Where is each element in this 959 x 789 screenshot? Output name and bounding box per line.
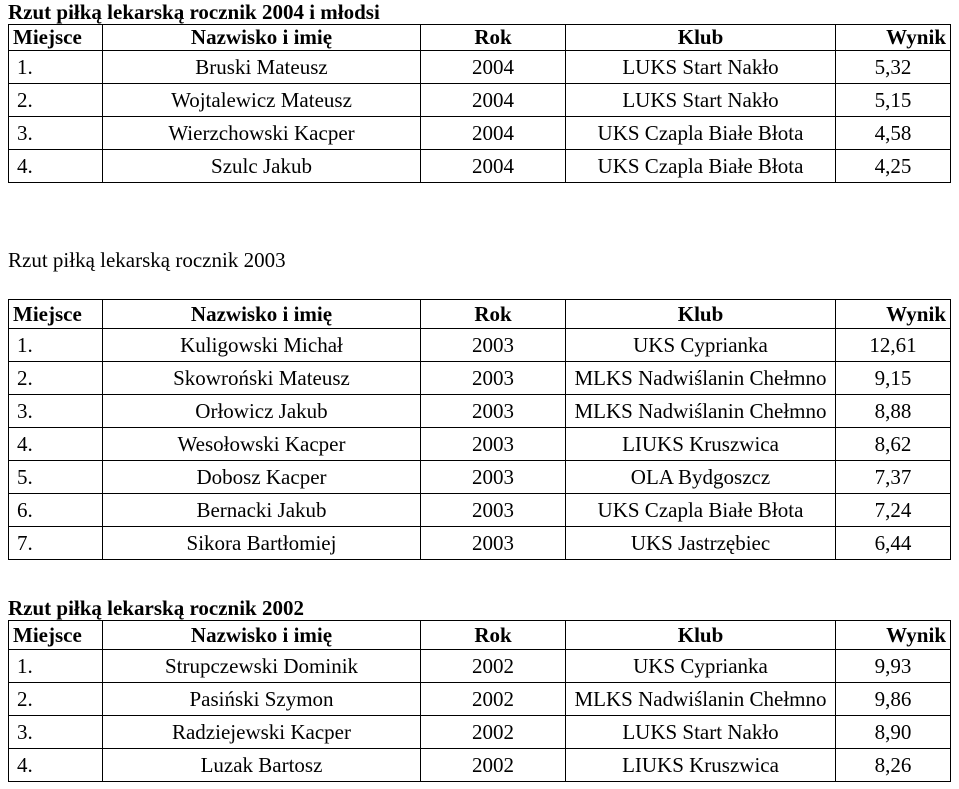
cell-club: UKS Czapla Białe Błota xyxy=(566,494,836,527)
cell-name: Strupczewski Dominik xyxy=(103,650,421,683)
results-table xyxy=(8,620,951,782)
cell-result: 12,61 xyxy=(836,329,951,362)
table-row xyxy=(9,150,951,183)
cell-place: 5. xyxy=(9,461,103,494)
cell-result: 9,86 xyxy=(836,683,951,716)
cell-place: 2. xyxy=(9,84,103,117)
table-row xyxy=(9,527,951,560)
results-table xyxy=(8,299,951,560)
cell-place: 1. xyxy=(9,650,103,683)
section-title: Rzut piłką lekarską rocznik 2004 i młodsi xyxy=(8,0,380,24)
cell-result: 8,88 xyxy=(836,395,951,428)
header-result: Wynik xyxy=(836,25,951,51)
section-title: Rzut piłką lekarską rocznik 2002 xyxy=(8,596,304,620)
cell-place: 2. xyxy=(9,362,103,395)
cell-name: Bruski Mateusz xyxy=(103,51,421,84)
cell-year: 2004 xyxy=(421,84,566,117)
table-row xyxy=(9,395,951,428)
cell-place: 3. xyxy=(9,117,103,150)
cell-result: 7,24 xyxy=(836,494,951,527)
cell-club: LIUKS Kruszwica xyxy=(566,749,836,782)
table-row xyxy=(9,428,951,461)
table-row xyxy=(9,716,951,749)
cell-result: 7,37 xyxy=(836,461,951,494)
cell-name: Orłowicz Jakub xyxy=(103,395,421,428)
table-row xyxy=(9,650,951,683)
cell-place: 6. xyxy=(9,494,103,527)
cell-result: 4,58 xyxy=(836,117,951,150)
table-row xyxy=(9,683,951,716)
cell-name: Skowroński Mateusz xyxy=(103,362,421,395)
cell-club: MLKS Nadwiślanin Chełmno xyxy=(566,362,836,395)
cell-result: 5,15 xyxy=(836,84,951,117)
header-result: Wynik xyxy=(836,300,951,329)
table-row xyxy=(9,749,951,782)
cell-name: Dobosz Kacper xyxy=(103,461,421,494)
header-name: Nazwisko i imię xyxy=(103,25,421,51)
header-club: Klub xyxy=(566,300,836,329)
cell-club: UKS Cyprianka xyxy=(566,650,836,683)
cell-result: 8,26 xyxy=(836,749,951,782)
table-row xyxy=(9,84,951,117)
cell-club: UKS Czapla Białe Błota xyxy=(566,150,836,183)
cell-result: 5,32 xyxy=(836,51,951,84)
cell-year: 2004 xyxy=(421,51,566,84)
cell-name: Wesołowski Kacper xyxy=(103,428,421,461)
cell-result: 8,90 xyxy=(836,716,951,749)
cell-result: 8,62 xyxy=(836,428,951,461)
header-place: Miejsce xyxy=(9,25,103,51)
cell-club: UKS Cyprianka xyxy=(566,329,836,362)
header-place: Miejsce xyxy=(9,621,103,650)
header-row xyxy=(9,621,951,650)
cell-year: 2004 xyxy=(421,117,566,150)
cell-place: 4. xyxy=(9,150,103,183)
cell-club: MLKS Nadwiślanin Chełmno xyxy=(566,395,836,428)
section-2003 xyxy=(8,248,950,560)
cell-name: Pasiński Szymon xyxy=(103,683,421,716)
header-row xyxy=(9,25,951,51)
cell-club: LUKS Start Nakło xyxy=(566,51,836,84)
table-row xyxy=(9,51,951,84)
cell-year: 2002 xyxy=(421,650,566,683)
header-year: Rok xyxy=(421,25,566,51)
header-place: Miejsce xyxy=(9,300,103,329)
header-year: Rok xyxy=(421,300,566,329)
results-table xyxy=(8,24,951,183)
header-club: Klub xyxy=(566,621,836,650)
header-name: Nazwisko i imię xyxy=(103,621,421,650)
cell-club: OLA Bydgoszcz xyxy=(566,461,836,494)
table-row xyxy=(9,329,951,362)
cell-place: 7. xyxy=(9,527,103,560)
cell-result: 9,93 xyxy=(836,650,951,683)
cell-year: 2003 xyxy=(421,362,566,395)
table-row xyxy=(9,362,951,395)
cell-year: 2003 xyxy=(421,329,566,362)
table-row xyxy=(9,494,951,527)
header-row xyxy=(9,300,951,329)
table-row xyxy=(9,117,951,150)
section-2004 xyxy=(8,0,950,183)
header-result: Wynik xyxy=(836,621,951,650)
cell-year: 2003 xyxy=(421,395,566,428)
cell-club: UKS Jastrzębiec xyxy=(566,527,836,560)
cell-year: 2002 xyxy=(421,716,566,749)
cell-place: 4. xyxy=(9,428,103,461)
cell-name: Wierzchowski Kacper xyxy=(103,117,421,150)
cell-year: 2003 xyxy=(421,428,566,461)
cell-year: 2004 xyxy=(421,150,566,183)
cell-year: 2003 xyxy=(421,494,566,527)
cell-year: 2003 xyxy=(421,527,566,560)
section-2002 xyxy=(8,596,950,782)
cell-place: 3. xyxy=(9,716,103,749)
cell-year: 2002 xyxy=(421,683,566,716)
cell-name: Kuligowski Michał xyxy=(103,329,421,362)
header-club: Klub xyxy=(566,25,836,51)
cell-name: Sikora Bartłomiej xyxy=(103,527,421,560)
cell-place: 1. xyxy=(9,51,103,84)
section-title: Rzut piłką lekarską rocznik 2003 xyxy=(8,248,286,272)
table-row xyxy=(9,461,951,494)
cell-club: LUKS Start Nakło xyxy=(566,84,836,117)
cell-place: 1. xyxy=(9,329,103,362)
cell-result: 6,44 xyxy=(836,527,951,560)
header-year: Rok xyxy=(421,621,566,650)
cell-name: Bernacki Jakub xyxy=(103,494,421,527)
cell-place: 2. xyxy=(9,683,103,716)
cell-year: 2002 xyxy=(421,749,566,782)
cell-place: 3. xyxy=(9,395,103,428)
cell-name: Wojtalewicz Mateusz xyxy=(103,84,421,117)
cell-place: 4. xyxy=(9,749,103,782)
cell-result: 4,25 xyxy=(836,150,951,183)
cell-club: MLKS Nadwiślanin Chełmno xyxy=(566,683,836,716)
cell-club: LUKS Start Nakło xyxy=(566,716,836,749)
cell-club: LIUKS Kruszwica xyxy=(566,428,836,461)
cell-club: UKS Czapla Białe Błota xyxy=(566,117,836,150)
header-name: Nazwisko i imię xyxy=(103,300,421,329)
cell-year: 2003 xyxy=(421,461,566,494)
cell-name: Szulc Jakub xyxy=(103,150,421,183)
cell-result: 9,15 xyxy=(836,362,951,395)
cell-name: Luzak Bartosz xyxy=(103,749,421,782)
cell-name: Radziejewski Kacper xyxy=(103,716,421,749)
